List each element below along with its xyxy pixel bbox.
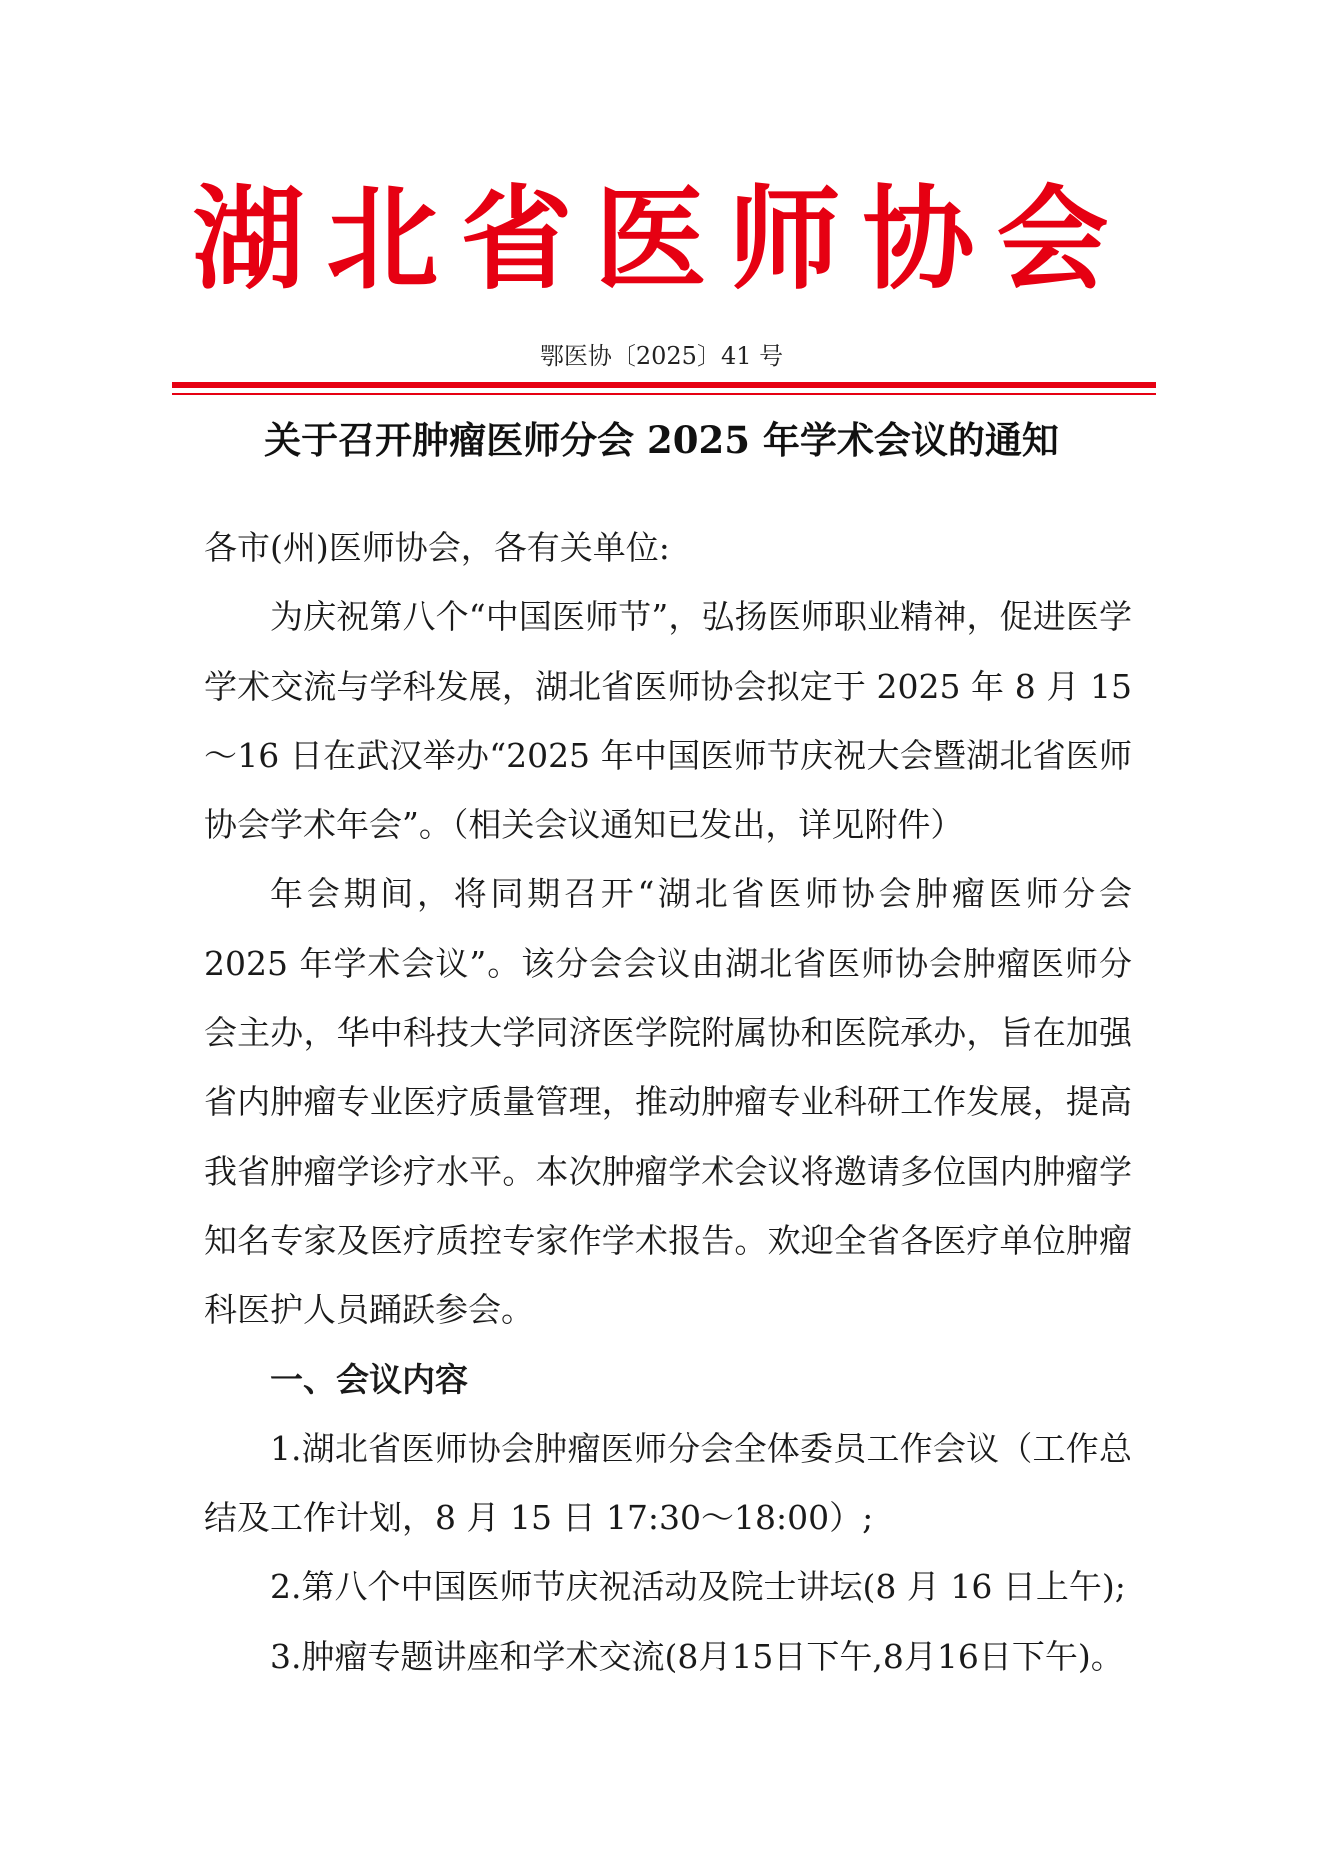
section-heading-meeting-content: 一、会议内容 [270,1359,468,1399]
letterhead-divider-thick [172,382,1156,388]
notice-body [204,513,1132,1691]
notice-title: 关于召开肿瘤医师分会 2025 年学术会议的通知 [264,418,1059,462]
meeting-item-3: 3.肿瘤专题讲座和学术交流(8月15日下午,8月16日下午)。 [270,1636,1124,1676]
organization-letterhead: 湖北省医师协会 [192,175,1131,305]
meeting-item-2: 2.第八个中国医师节庆祝活动及院士讲坛(8 月 16 日上午); [270,1567,1126,1607]
meeting-item-1: 1.湖北省医师协会肿瘤医师分会全体委员工作会议（工作总结及工作计划，8 月 15 日 17:30～18:00）; [204,1428,1132,1538]
salutation: 各市(州)医师协会，各有关单位: [204,528,670,567]
document-number: 鄂医协〔2025〕41 号 [539,342,784,370]
body-paragraph-1: 为庆祝第八个“中国医师节”，弘扬医师职业精神，促进医学学术交流与学科发展，湖北省医师协会拟定于 2025 年 8 月 15～16 日在武汉举办“2025 年中国医师节庆祝大会暨湖北省医师协会学术年会”。（相关会议通知已发出，详见附件） [204,597,1132,845]
letterhead-divider-thin [172,393,1156,395]
body-paragraph-2: 年会期间，将同期召开“湖北省医师协会肿瘤医师分会 2025 年学术会议”。该分会会议由湖北省医师协会肿瘤医师分会主办，华中科技大学同济医学院附属协和医院承办，旨在加强省内肿瘤专业医疗质量管理，推动肿瘤专业科研工作发展，提高我省肿瘤学诊疗水平。本次肿瘤学术会议将邀请多位国内肿瘤学知名专家及医疗质控专家作学术报告。欢迎全省各医疗单位肿瘤科医护人员踊跃参会。 [204,874,1132,1330]
